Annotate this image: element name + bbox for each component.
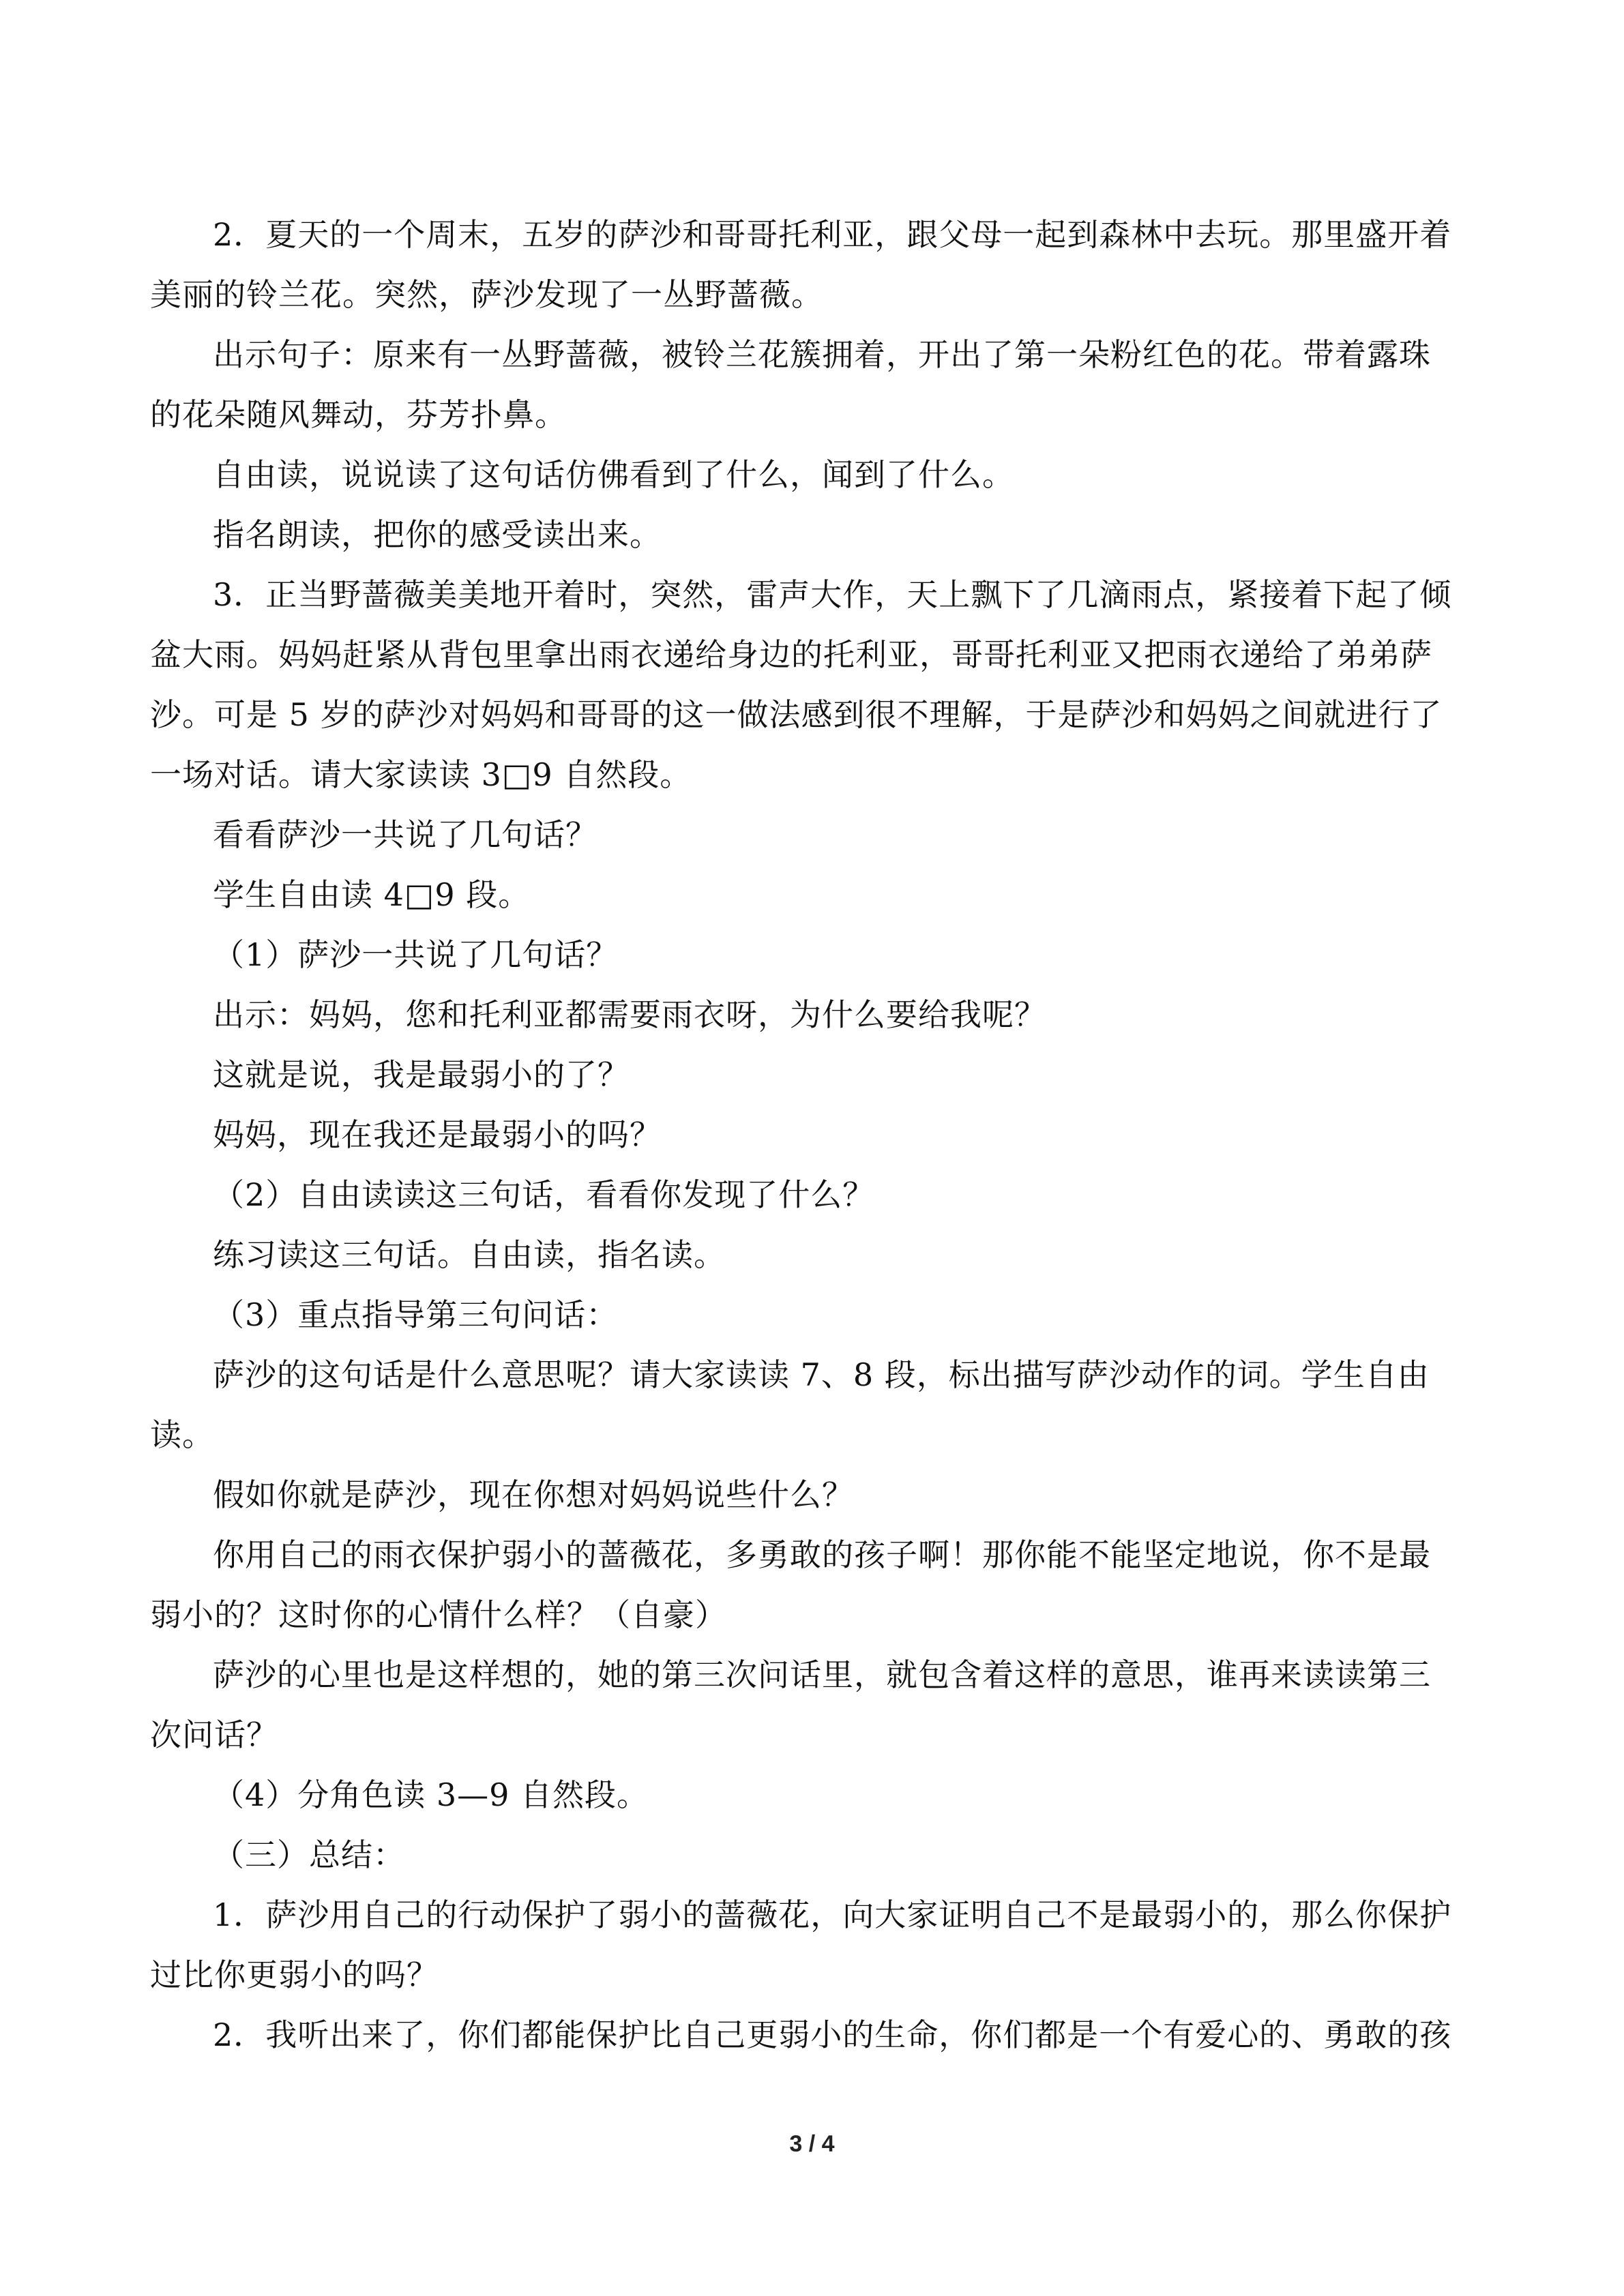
text-line: 2．我听出来了，你们都能保护比自己更弱小的生命，你们都是一个有爱心的、勇敢的孩	[213, 2016, 1452, 2053]
text-line: 这就是说，我是最弱小的了？	[213, 1056, 630, 1093]
text-line: 你用自己的雨衣保护弱小的蔷薇花，多勇敢的孩子啊！那你能不能坚定地说，你不是最	[213, 1536, 1431, 1573]
text-line: 的花朵随风舞动，芬芳扑鼻。	[150, 396, 567, 433]
text-line: 读。	[150, 1416, 214, 1453]
page-number: 3 / 4	[789, 2131, 835, 2157]
text-line: 2．夏天的一个周末，五岁的萨沙和哥哥托利亚，跟父母一起到森林中去玩。那里盛开着	[213, 216, 1452, 253]
text-line: 1．萨沙用自己的行动保护了弱小的蔷薇花，向大家证明自己不是最弱小的，那么你保护	[213, 1896, 1452, 1933]
text-line: （4）分角色读 3—9 自然段。	[213, 1776, 649, 1813]
text-line: 出示：妈妈，您和托利亚都需要雨衣呀，为什么要给我呢？	[213, 996, 1046, 1033]
document-body	[150, 205, 1460, 2065]
text-line: 3．正当野蔷薇美美地开着时，突然，雷声大作，天上飘下了几滴雨点，紧接着下起了倾	[213, 576, 1452, 613]
text-line: 看看萨沙一共说了几句话？	[213, 816, 597, 853]
text-line: 萨沙的心里也是这样想的，她的第三次问话里，就包含着这样的意思，谁再来读读第三	[213, 1656, 1431, 1693]
text-line: 盆大雨。妈妈赶紧从背包里拿出雨衣递给身边的托利亚，哥哥托利亚又把雨衣递给了弟弟萨	[150, 636, 1432, 673]
text-line: 美丽的铃兰花。突然，萨沙发现了一丛野蔷薇。	[150, 276, 823, 313]
text-line: （2）自由读读这三句话，看看你发现了什么？	[213, 1176, 875, 1213]
text-line: 妈妈，现在我还是最弱小的吗？	[213, 1116, 662, 1153]
text-line: 学生自由读 4□9 段。	[213, 876, 531, 913]
text-line: 一场对话。请大家读读 3□9 自然段。	[150, 756, 692, 793]
text-line: 过比你更弱小的吗？	[150, 1956, 439, 1993]
text-line: 弱小的？这时你的心情什么样？（自豪）	[150, 1596, 727, 1633]
text-line: 自由读，说说读了这句话仿佛看到了什么，闻到了什么。	[213, 456, 1014, 493]
text-line: 次问话？	[150, 1716, 278, 1753]
text-line: 沙。可是 5 岁的萨沙对妈妈和哥哥的这一做法感到很不理解，于是萨沙和妈妈之间就进行了	[150, 696, 1443, 733]
text-line: 萨沙的这句话是什么意思呢？请大家读读 7、8 段，标出描写萨沙动作的词。学生自由	[213, 1356, 1430, 1393]
text-line: 练习读这三句话。自由读，指名读。	[213, 1236, 726, 1273]
text-line: 指名朗读，把你的感受读出来。	[213, 516, 662, 553]
text-line: （1）萨沙一共说了几句话？	[213, 936, 619, 973]
text-line: 假如你就是萨沙，现在你想对妈妈说些什么？	[213, 1476, 854, 1513]
text-line: （3）重点指导第三句问话：	[213, 1296, 619, 1333]
text-line: （三）总结：	[213, 1836, 405, 1873]
text-line: 出示句子：原来有一丛野蔷薇，被铃兰花簇拥着，开出了第一朵粉红色的花。带着露珠	[213, 336, 1431, 373]
